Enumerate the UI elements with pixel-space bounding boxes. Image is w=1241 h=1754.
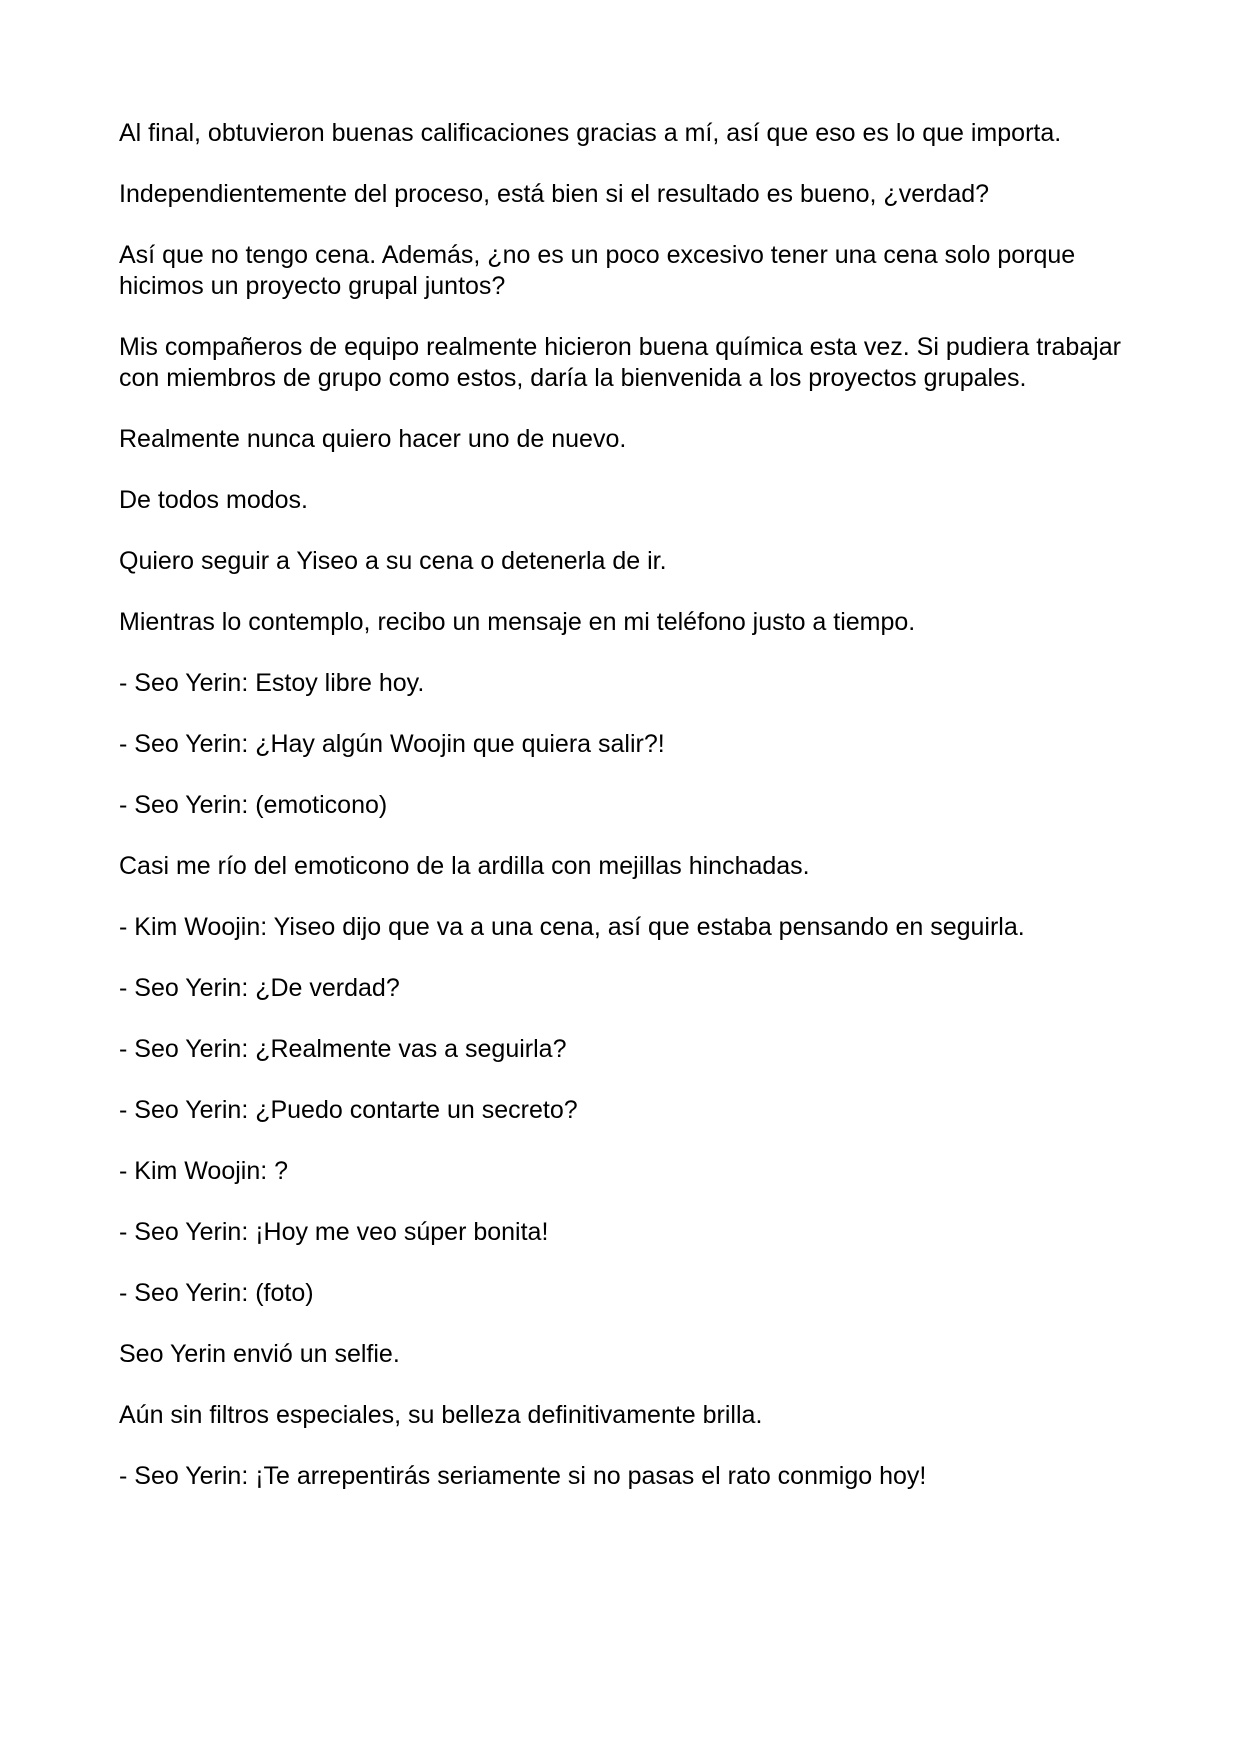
chat-message: - Seo Yerin: (foto) [119, 1279, 314, 1307]
chat-message: - Kim Woojin: ? [119, 1157, 289, 1185]
paragraph: De todos modos. [119, 486, 308, 514]
paragraph: Casi me río del emoticono de la ardilla con mejillas hinchadas. [119, 852, 810, 880]
paragraph: Así que no tengo cena. Además, ¿no es un poco excesivo tener una cena solo porque hicimos un proyecto grupal juntos? [119, 241, 1076, 300]
document-body [119, 118, 1129, 1522]
paragraph: Independientemente del proceso, está bien si el resultado es bueno, ¿verdad? [119, 180, 990, 208]
paragraph: Quiero seguir a Yiseo a su cena o detenerla de ir. [119, 547, 667, 575]
paragraph: Mis compañeros de equipo realmente hicieron buena química esta vez. Si pudiera trabajar con miembros de grupo como estos, daría la bienvenida a los proyectos grupales. [119, 333, 1121, 392]
paragraph: Mientras lo contemplo, recibo un mensaje en mi teléfono justo a tiempo. [119, 608, 916, 636]
paragraph: Seo Yerin envió un selfie. [119, 1340, 400, 1368]
chat-message: - Seo Yerin: ¡Te arrepentirás seriamente si no pasas el rato conmigo hoy! [119, 1462, 927, 1490]
chat-message: - Seo Yerin: ¿Hay algún Woojin que quiera salir?! [119, 730, 665, 758]
paragraph: Al final, obtuvieron buenas calificaciones gracias a mí, así que eso es lo que importa. [119, 119, 1062, 147]
chat-message: - Seo Yerin: (emoticono) [119, 791, 388, 819]
paragraph: Aún sin filtros especiales, su belleza definitivamente brilla. [119, 1401, 763, 1429]
chat-message: - Seo Yerin: ¿De verdad? [119, 974, 400, 1002]
chat-message: - Kim Woojin: Yiseo dijo que va a una cena, así que estaba pensando en seguirla. [119, 913, 1025, 941]
paragraph: Realmente nunca quiero hacer uno de nuevo. [119, 425, 627, 453]
chat-message: - Seo Yerin: ¡Hoy me veo súper bonita! [119, 1218, 549, 1246]
chat-message: - Seo Yerin: ¿Realmente vas a seguirla? [119, 1035, 567, 1063]
chat-message: - Seo Yerin: ¿Puedo contarte un secreto? [119, 1096, 578, 1124]
chat-message: - Seo Yerin: Estoy libre hoy. [119, 669, 425, 697]
